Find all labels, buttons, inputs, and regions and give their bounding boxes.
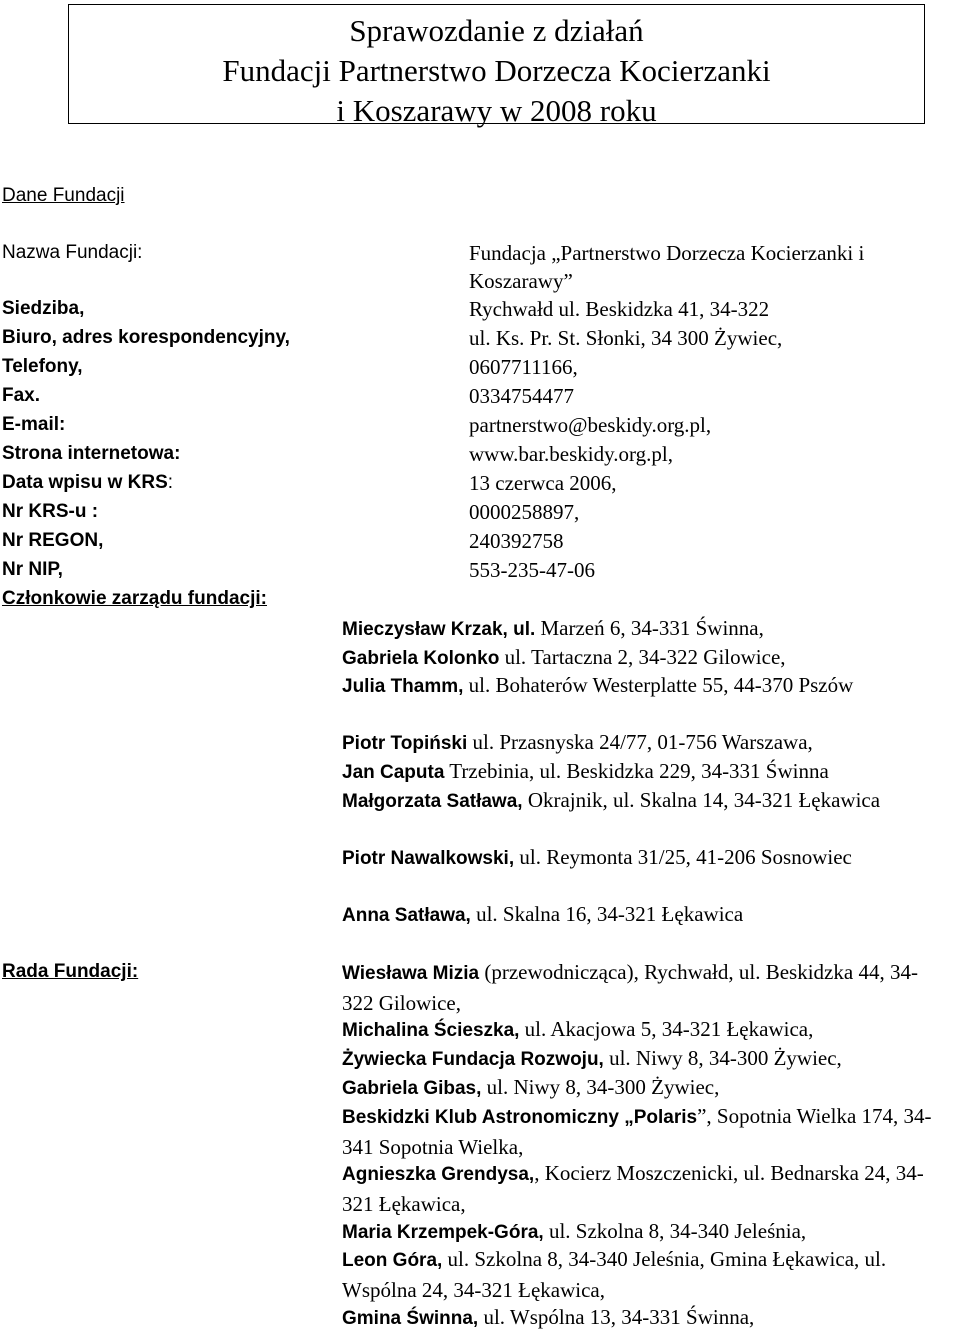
rada-member (342, 1015, 942, 1046)
rada-member (342, 1217, 942, 1248)
label-data-wpisu-krs-bold: Data wpisu w KRS (2, 472, 168, 493)
member-name: Michalina Ścieszka, (342, 1020, 520, 1041)
member-address: , Kocierz Moszczenicki, ul. Bednarska 24, 34-321 Łękawica, (342, 1161, 924, 1216)
zarzad-member (342, 843, 942, 874)
label-strona-internetowa: Strona internetowa: (2, 443, 181, 464)
report-title-box (68, 4, 925, 128)
member-name: Wiesława Mizia (342, 963, 480, 984)
member-address: ul. Tartaczna 2, 34-322 Gilowice, (499, 645, 786, 669)
report-title-line-1: Sprawozdanie z działań (349, 13, 644, 48)
member-name: Żywiecka Fundacja Rozwoju, (342, 1049, 604, 1070)
value-nr-regon: 240392758 (469, 529, 564, 553)
label-email: E-mail: (2, 414, 66, 435)
value-nr-nip: 553-235-47-06 (469, 558, 595, 582)
member-address: ul. Niwy 8, 34-300 Żywiec, (603, 1046, 842, 1070)
member-address: ul. Skalna 16, 34-321 Łękawica (470, 902, 744, 926)
member-name: Julia Thamm, (342, 676, 464, 697)
value-email: partnerstwo@beskidy.org.pl, (469, 413, 712, 437)
label-nr-regon: Nr REGON, (2, 530, 104, 551)
member-name: Gabriela Gibas, (342, 1078, 482, 1099)
label-nr-nip: Nr NIP, (2, 559, 63, 580)
member-address: (przewodnicząca), Rychwałd, ul. Beskidzka 44, 34-322 Gilowice, (342, 960, 918, 1015)
member-name: Małgorzata Satława, (342, 791, 523, 812)
report-title-line-2: Fundacji Partnerstwo Dorzecza Kocierzanki (222, 53, 771, 88)
member-name: Agnieszka Grendysa, (342, 1164, 535, 1185)
value-nazwa-fundacji-line-2: Koszarawy” (469, 269, 573, 293)
member-address: ul. Wspólna 13, 34-331 Świnna, (478, 1305, 755, 1329)
label-czlonkowie-zarzadu: Członkowie zarządu fundacji: (2, 588, 267, 609)
member-address: ”, Sopotnia Wielka 174, 34-341 Sopotnia Wielka, (342, 1104, 932, 1159)
value-data-wpisu-krs: 13 czerwca 2006, (469, 471, 617, 495)
rada-member (342, 1102, 942, 1161)
label-data-wpisu-krs (2, 470, 173, 496)
member-name: Gmina Świnna, (342, 1308, 479, 1329)
label-telefony: Telefony, (2, 356, 83, 377)
report-title-line-3: i Koszarawy w 2008 roku (336, 93, 657, 128)
value-fax: 0334754477 (469, 384, 574, 408)
member-name: Anna Satława, (342, 905, 471, 926)
value-telefony: 0607711166, (469, 355, 578, 379)
zarzad-member (342, 786, 942, 817)
zarzad-member (342, 728, 942, 759)
section-heading-dane-fundacji: Dane Fundacji (2, 185, 125, 206)
member-address: ul. Akacjowa 5, 34-321 Łękawica, (519, 1017, 814, 1041)
label-nr-krs: Nr KRS-u : (2, 501, 99, 522)
zarzad-member (342, 757, 942, 788)
member-name: Piotr Topiński (342, 733, 468, 754)
member-address: Okrajnik, ul. Skalna 14, 34-321 Łękawica (522, 788, 881, 812)
label-nazwa-fundacji: Nazwa Fundacji: (2, 242, 143, 263)
member-name: Maria Krzempek-Góra, (342, 1222, 544, 1243)
value-nr-krs: 0000258897, (469, 500, 580, 524)
value-strona-internetowa: www.bar.beskidy.org.pl, (469, 442, 673, 466)
zarzad-member (342, 671, 942, 702)
member-address: ul. Szkolna 8, 34-340 Jeleśnia, Gmina Łękawica, ul. Wspólna 24, 34-321 Łękawica, (342, 1247, 887, 1302)
rada-member (342, 1303, 942, 1334)
member-name: Gabriela Kolonko (342, 648, 500, 669)
label-data-wpisu-krs-colon: : (167, 472, 174, 493)
value-biuro: ul. Ks. Pr. St. Słonki, 34 300 Żywiec, (469, 326, 783, 350)
label-siedziba: Siedziba, (2, 298, 85, 319)
member-name: Mieczysław Krzak, ul. (342, 619, 536, 640)
rada-member (342, 1159, 942, 1218)
rada-member (342, 1044, 942, 1075)
value-nazwa-fundacji-line-1: Fundacja „Partnerstwo Dorzecza Kocierzanki i (469, 241, 865, 265)
member-name: Beskidzki Klub Astronomiczny „Polaris (342, 1107, 698, 1128)
member-address: Marzeń 6, 34-331 Świnna, (535, 616, 764, 640)
value-siedziba: Rychwałd ul. Beskidzka 41, 34-322 (469, 297, 770, 321)
member-name: Jan Caputa (342, 762, 445, 783)
member-name: Piotr Nawalkowski, (342, 848, 515, 869)
member-address: ul. Bohaterów Westerplatte 55, 44-370 Pszów (463, 673, 854, 697)
member-address: ul. Szkolna 8, 34-340 Jeleśnia, (543, 1219, 807, 1243)
label-biuro: Biuro, adres korespondencyjny, (2, 327, 290, 348)
zarzad-member (342, 900, 942, 931)
label-rada-fundacji: Rada Fundacji: (2, 961, 139, 982)
label-fax: Fax. (2, 385, 41, 406)
member-address: Trzebinia, ul. Beskidzka 229, 34-331 Świnna (444, 759, 829, 783)
member-address: ul. Przasnyska 24/77, 01-756 Warszawa, (467, 730, 813, 754)
rada-member (342, 958, 942, 1017)
zarzad-member (342, 643, 942, 674)
rada-member (342, 1073, 942, 1104)
rada-member (342, 1245, 942, 1304)
member-address: ul. Niwy 8, 34-300 Żywiec, (481, 1075, 720, 1099)
member-address: ul. Reymonta 31/25, 41-206 Sosnowiec (514, 845, 852, 869)
member-name: Leon Góra, (342, 1250, 443, 1271)
zarzad-member (342, 614, 942, 645)
